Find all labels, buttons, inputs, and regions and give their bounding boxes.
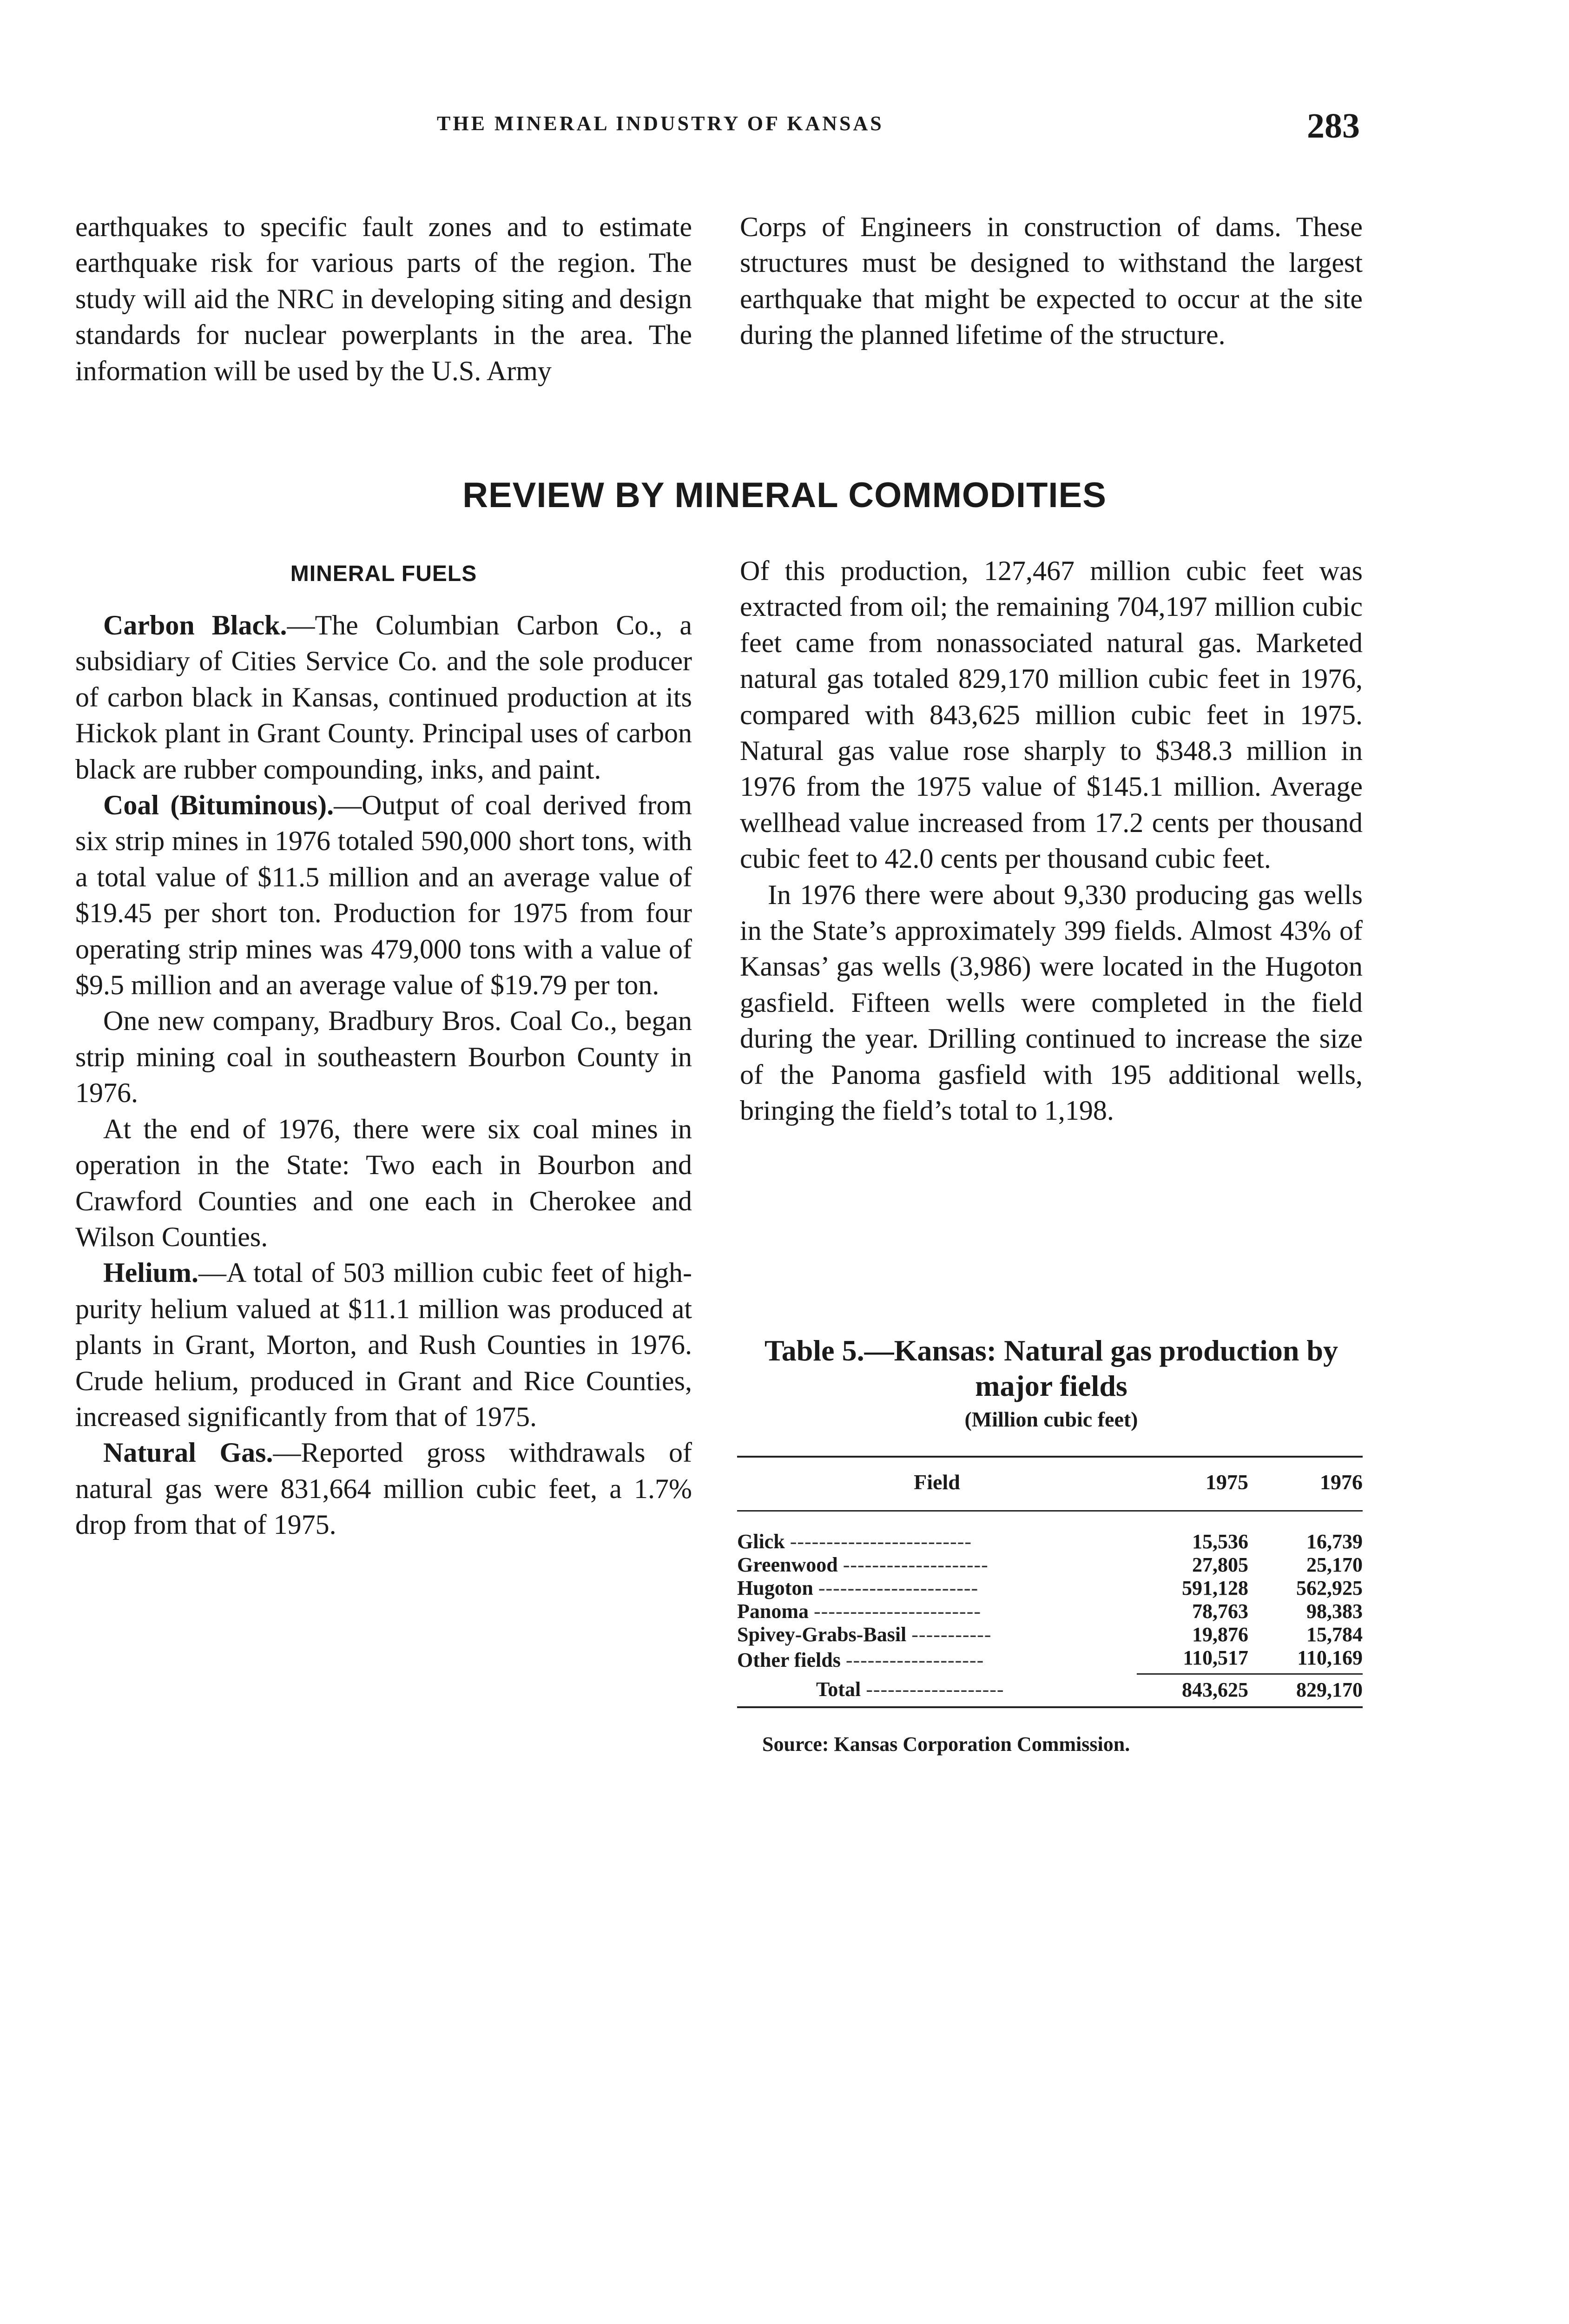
section-title: REVIEW BY MINERAL COMMODITIES xyxy=(462,475,1107,515)
table-row xyxy=(737,1577,1363,1600)
runin-natural-gas: Natural Gas. xyxy=(103,1437,273,1468)
table-cell-1975: 591,128 xyxy=(1182,1577,1248,1599)
paragraph-bradbury: One new company, Bradbury Bros. Coal Co., began strip mining coal in southeastern Bourbon County in 1976. xyxy=(75,1005,692,1109)
table-header-row xyxy=(737,1457,1363,1511)
paragraph-carbon-black xyxy=(75,607,692,787)
table-cell-field: Hugoton ---------------------- xyxy=(737,1577,979,1599)
header-1976: 1976 xyxy=(1248,1457,1363,1511)
table-cell-field: Greenwood -------------------- xyxy=(737,1553,989,1576)
right-column xyxy=(740,553,1363,1129)
table-cell-1976: 16,739 xyxy=(1306,1530,1363,1553)
table-cell-1975: 27,805 xyxy=(1192,1553,1248,1576)
paragraph-production: Of this production, 127,467 million cubic feet was extracted from oil; the remaining 704,197 million cubic feet came from nonassociated natural gas. Marketed natural gas totaled 829,170 million cubic feet in 1976, compared with 843,625 million cubic feet in 1975. Natural gas value rose sharply to $348.3 million in 1976 from the 1975 value of $145.1 million. Average wellhead value increased from 17.2 cents per thousand cubic feet to 42.0 cents per thousand cubic feet. xyxy=(740,555,1363,874)
table-cell-field: Other fields ------------------- xyxy=(737,1648,984,1671)
header-field: Field xyxy=(737,1457,1137,1511)
text-helium: —A total of 503 million cubic feet of high-purity helium valued at $11.1 million was produced at plants in Grant, Morton, and Rush Counties in 1976. Crude helium, produced in Grant and Rice Counties, increased significantly from that of 1975. xyxy=(75,1257,692,1432)
table-cell-field: Glick ------------------------- xyxy=(737,1530,972,1553)
table-cell-1975: 843,625 xyxy=(1137,1674,1248,1708)
table-cell-1976: 110,169 xyxy=(1248,1646,1363,1674)
page-number: 283 xyxy=(1307,106,1360,145)
runin-helium: Helium. xyxy=(103,1257,198,1288)
table-row xyxy=(737,1511,1363,1554)
table-cell-1975: 15,536 xyxy=(1192,1530,1248,1553)
table-cell-1975: 110,517 xyxy=(1137,1646,1248,1674)
table-row xyxy=(737,1600,1363,1623)
paragraph-natural-gas xyxy=(75,1435,692,1543)
text-carbon-black: —The Columbian Carbon Co., a subsidiary of Cities Service Co. and the sole producer of carbon black in Kansas, continued production at its Hickok plant in Grant County. Principal uses of carbon black are rubber compounding, inks, and paint. xyxy=(75,610,692,785)
table-cell-1976: 98,383 xyxy=(1306,1600,1363,1623)
paragraph-gas-wells: In 1976 there were about 9,330 producing gas wells in the State’s approximately 399 fields. Almost 43% of Kansas’ gas wells (3,986) were located in the Hugoton gasfield. Fifteen wells were completed in the field during the year. Drilling continued to increase the size of the Panoma gasfield with 195 additional wells, bringing the field’s total to 1,198. xyxy=(740,879,1363,1126)
table-cell-1975: 78,763 xyxy=(1192,1600,1248,1623)
paragraph-coal-mines: At the end of 1976, there were six coal mines in operation in the State: Two each in Bourbon and Crawford Counties and one each in Cherokee and Wilson Counties. xyxy=(75,1113,692,1252)
table-units: (Million cubic feet) xyxy=(964,1407,1138,1431)
left-column xyxy=(75,607,692,1543)
text-coal: —Output of coal derived from six strip mines in 1976 totaled 590,000 short tons, with a total value of $11.5 million and an average value of $19.45 per short ton. Production for 1975 from four operating strip mines was 479,000 tons with a value of $9.5 million and an average value of $19.79 per ton. xyxy=(75,790,692,1001)
table-cell-1976: 15,784 xyxy=(1306,1623,1363,1646)
table-cell-1976: 829,170 xyxy=(1248,1674,1363,1708)
runin-coal: Coal (Bituminous). xyxy=(103,790,334,821)
table-cell-1975: 19,876 xyxy=(1192,1623,1248,1646)
table-cell-field: Total ------------------- xyxy=(737,1674,1137,1708)
table-source: Source: Kansas Corporation Commission. xyxy=(762,1733,1130,1756)
table-row xyxy=(737,1646,1363,1674)
table-total-row xyxy=(737,1674,1363,1708)
paragraph-helium xyxy=(75,1255,692,1435)
table-row xyxy=(737,1623,1363,1646)
table-cell-field: Spivey-Grabs-Basil ----------- xyxy=(737,1623,992,1646)
intro-left-paragraph: earthquakes to specific fault zones and to estimate earthquake risk for various parts of the region. The study will aid the NRC in developing siting and design standards for nuclear powerplants in the area. The information will be used by the U.S. Army xyxy=(75,211,692,386)
subhead-mineral-fuels: MINERAL FUELS xyxy=(290,561,477,586)
running-head: THE MINERAL INDUSTRY OF KANSAS xyxy=(437,112,884,135)
table-cell-1976: 562,925 xyxy=(1296,1577,1363,1599)
table-cell-1976: 25,170 xyxy=(1306,1553,1363,1576)
intro-right-column xyxy=(740,209,1363,353)
intro-left-column xyxy=(75,209,692,389)
runin-carbon-black: Carbon Black. xyxy=(103,610,287,640)
intro-right-paragraph: Corps of Engineers in construction of dams. These structures must be designed to withstand the largest earthquake that might be expected to occur at the site during the planned lifetime of the structure. xyxy=(740,211,1363,350)
text-natural-gas: —Reported gross withdrawals of natural gas were 831,664 million cubic feet, a 1.7% drop from that of 1975. xyxy=(75,1437,692,1540)
header-1975: 1975 xyxy=(1137,1457,1248,1511)
gas-production-table xyxy=(737,1456,1363,1708)
table-caption: Table 5.—Kansas: Natural gas production by major fields xyxy=(764,1334,1338,1402)
table-row xyxy=(737,1553,1363,1577)
table-cell-field: Panoma ----------------------- xyxy=(737,1600,982,1623)
paragraph-coal xyxy=(75,787,692,1003)
